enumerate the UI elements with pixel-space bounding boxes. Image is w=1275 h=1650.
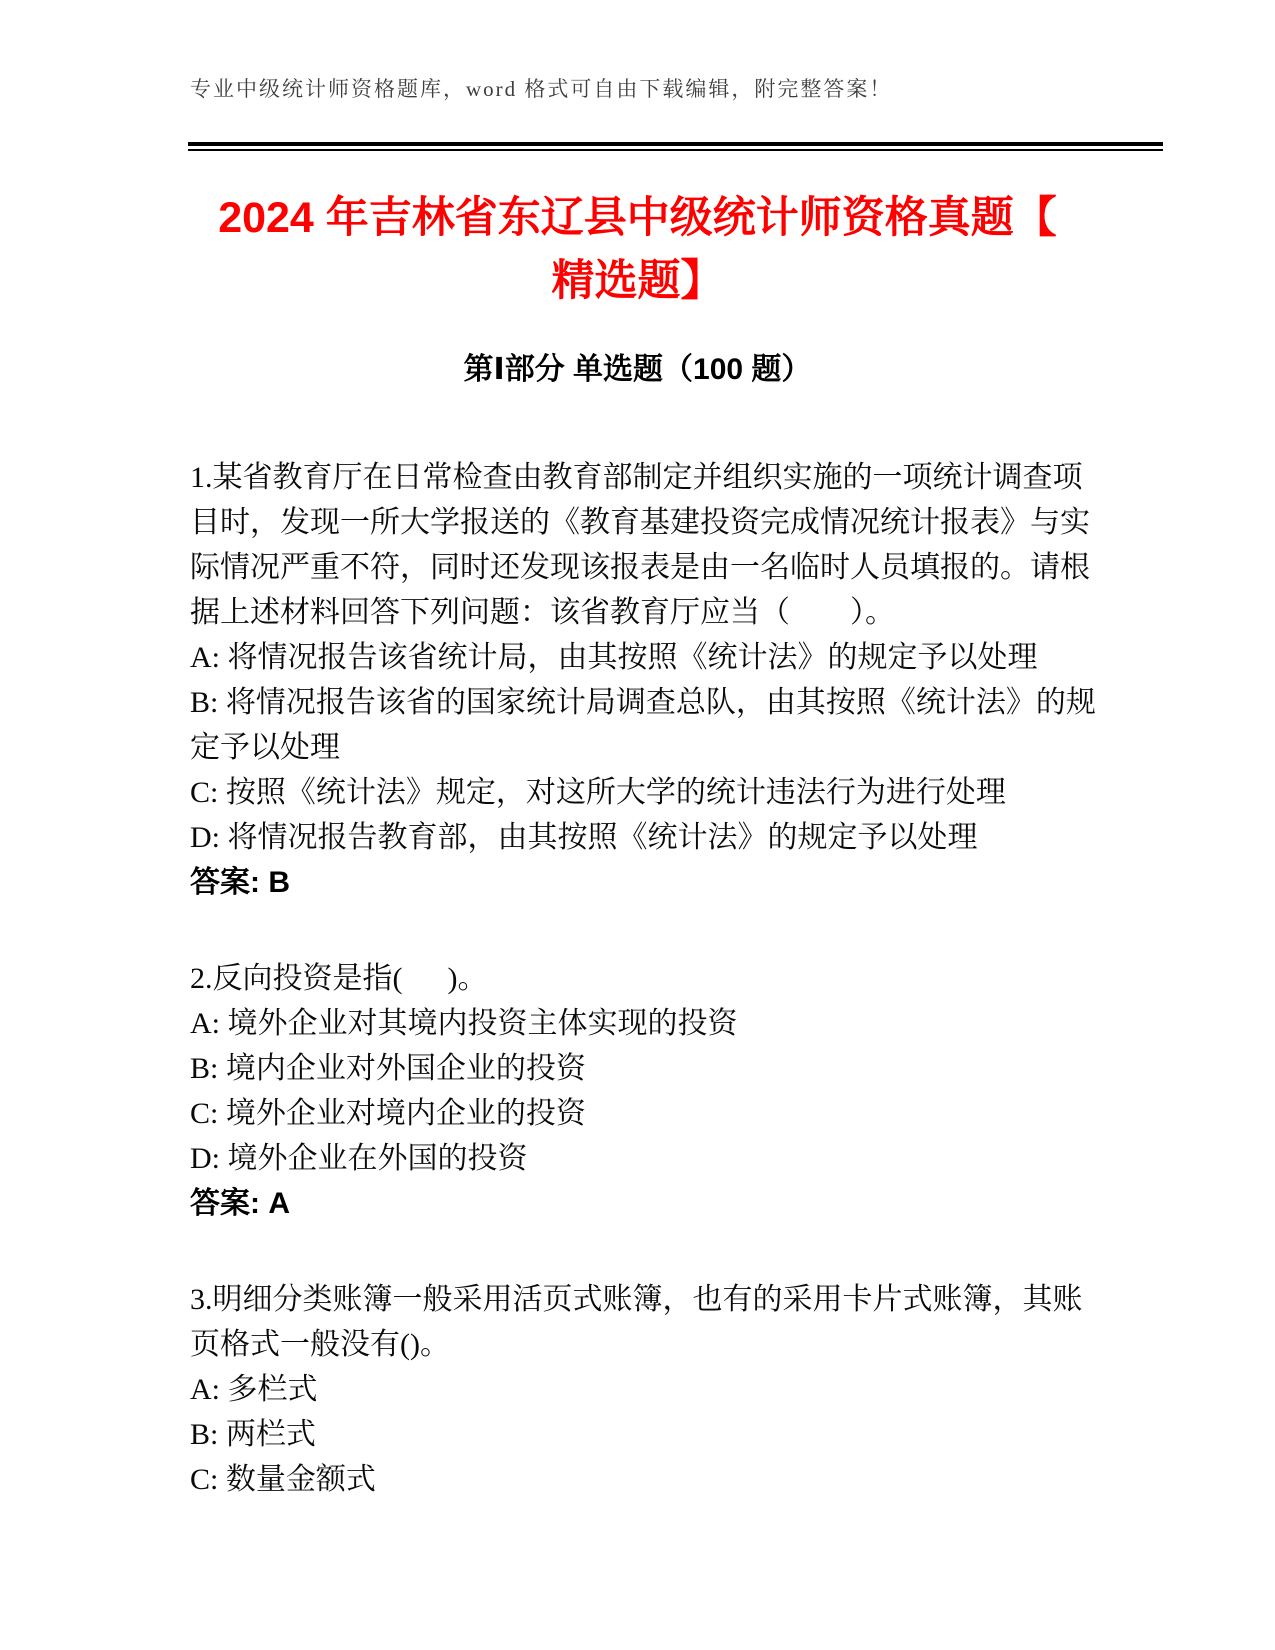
question-line: 2.反向投资是指( )。 [190, 962, 488, 995]
question-line: 据上述材料回答下列问题：该省教育厅应当（ ）。 [190, 596, 895, 629]
page-title-line1: 2024 年吉林省东辽县中级统计师资格真题【 [218, 194, 1057, 242]
question-line: C: 数量金额式 [190, 1463, 376, 1496]
question-line: C: 境外企业对境内企业的投资 [190, 1097, 586, 1130]
question-line: 页格式一般没有()。 [190, 1328, 450, 1361]
question-line: B: 两栏式 [190, 1418, 316, 1451]
question-line: 目时，发现一所大学报送的《教育基建投资完成情况统计报表》与实 [190, 506, 1090, 539]
question-block [190, 455, 1155, 905]
question-line: B: 境内企业对外国企业的投资 [190, 1052, 586, 1085]
question-line: B: 将情况报告该省的国家统计局调查总队，由其按照《统计法》的规 [190, 686, 1096, 719]
answer-line: 答案: A [190, 1187, 290, 1220]
question-line: 际情况严重不符，同时还发现该报表是由一名临时人员填报的。请根 [190, 551, 1090, 584]
question-line: D: 境外企业在外国的投资 [190, 1142, 528, 1175]
question-line: A: 多栏式 [190, 1373, 318, 1406]
page-title [70, 187, 1205, 313]
answer-line: 答案: B [190, 866, 290, 899]
question-line: D: 将情况报告教育部，由其按照《统计法》的规定予以处理 [190, 821, 978, 854]
header-divider-thin-line [188, 149, 1163, 151]
question-line: A: 将情况报告该省统计局，由其按照《统计法》的规定予以处理 [190, 641, 1038, 674]
question-line: 定予以处理 [190, 731, 340, 764]
header-divider [188, 142, 1163, 151]
question-line: 1.某省教育厅在日常检查由教育部制定并组织实施的一项统计调查项 [190, 461, 1083, 494]
question-line: 3.明细分类账簿一般采用活页式账簿，也有的采用卡片式账簿，其账 [190, 1283, 1083, 1316]
question-line: A: 境外企业对其境内投资主体实现的投资 [190, 1007, 738, 1040]
question-block [190, 956, 1155, 1226]
section-heading: 第Ⅰ部分 单选题（100 题） [463, 353, 812, 386]
question-block [190, 1277, 1155, 1502]
question-line: C: 按照《统计法》规定，对这所大学的统计违法行为进行处理 [190, 776, 1006, 809]
page-header-note: 专业中级统计师资格题库，word 格式可自由下载编辑，附完整答案！ [190, 77, 893, 101]
page-title-line2: 精选题】 [551, 257, 724, 305]
questions [190, 455, 1155, 1502]
